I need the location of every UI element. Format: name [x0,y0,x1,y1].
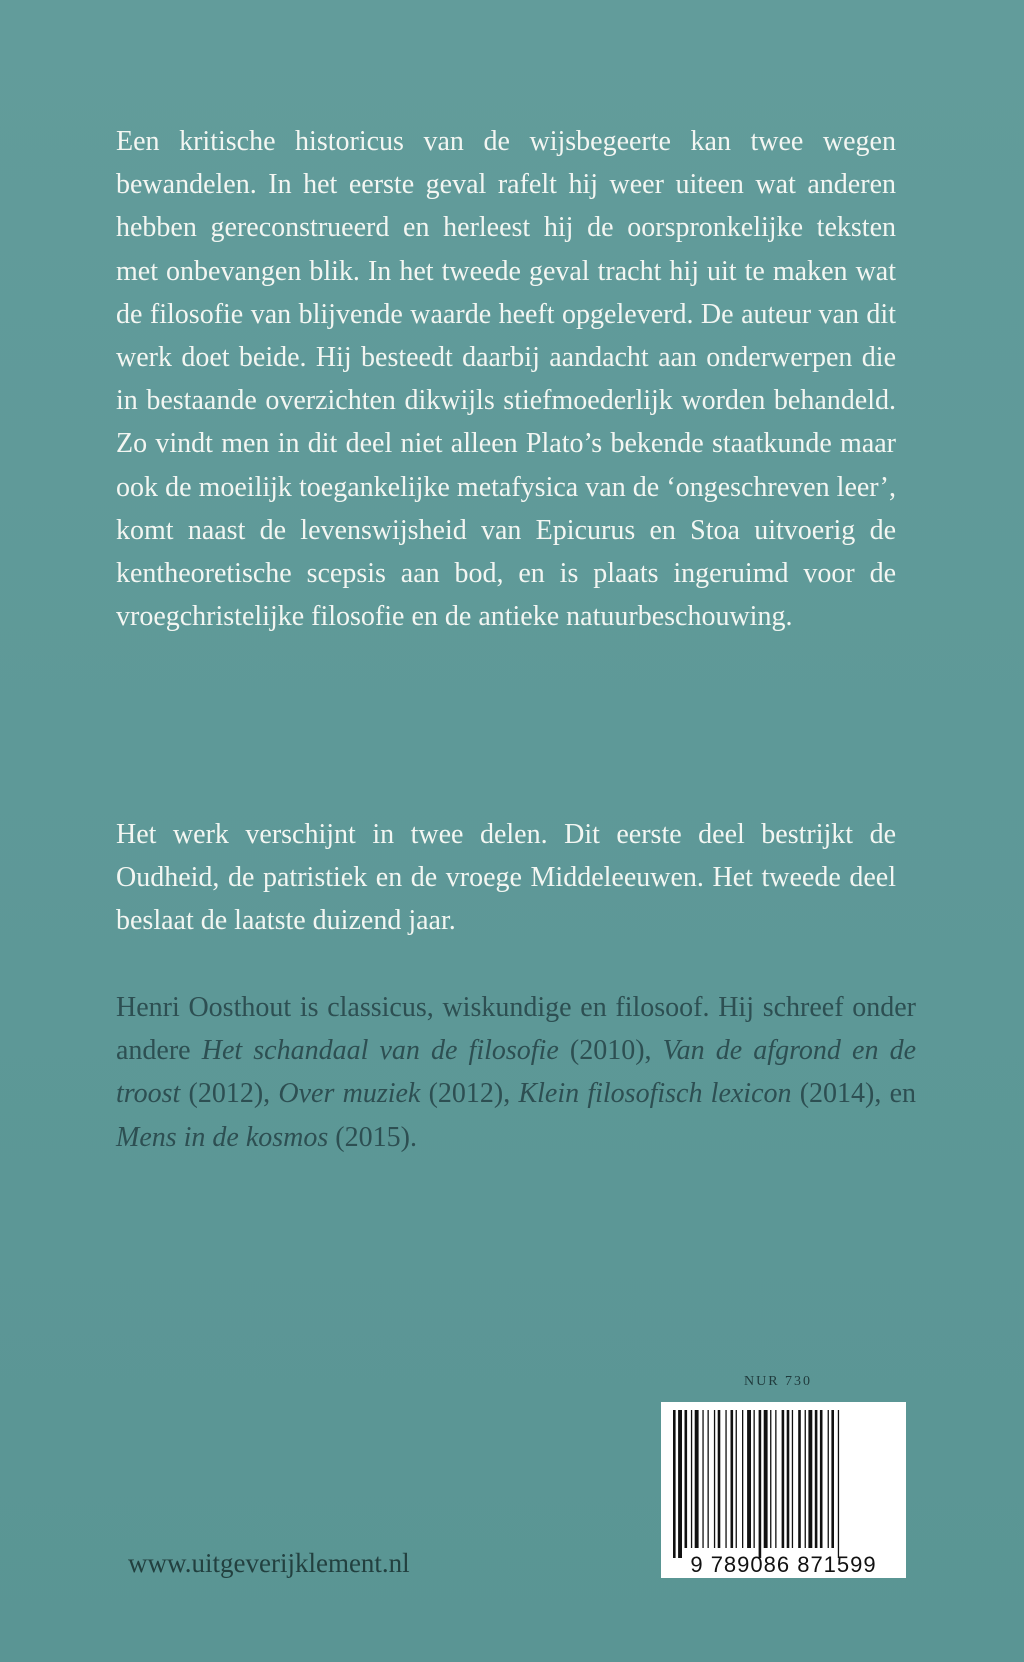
barcode-bar [695,1410,699,1548]
barcode-bar [792,1410,793,1548]
barcode-bar [838,1410,839,1558]
book-title-5: Mens in de kosmos [116,1121,329,1153]
barcode-bar [805,1410,806,1548]
publisher-website: www.uitgeverijklement.nl [128,1548,410,1578]
barcode-bar [691,1410,692,1548]
author-bio [116,986,916,1159]
barcode-bar [782,1410,785,1548]
bio-year-5: (2015). [328,1121,417,1153]
barcode-bar [759,1410,762,1558]
barcode-bar [714,1410,715,1548]
barcode-bar [685,1410,688,1548]
barcode-bar [702,1410,703,1548]
barcode-bar [708,1410,709,1548]
nur-code: NUR 730 [744,1374,813,1389]
barcode-bar [798,1410,801,1548]
bio-year-3: (2012), [420,1078,519,1110]
barcode-bar [764,1410,768,1548]
book-title-3: Over muziek [278,1078,421,1110]
barcode-bar [820,1410,823,1548]
bio-year-4: (2014), en [791,1078,917,1110]
description-paragraph-1: Een kritische historicus van de wijsbegeerte kan twee wegen bewandelen. In het eerste geval rafelt hij weer uiteen wat anderen hebben gereconstrueerd en herleest hij de oorspronkelijke teksten met onbevangen blik. In het tweede geval tracht hij uit te maken wat de filosofie van blijvende waarde heeft opgeleverd. De auteur van dit werk doet beide. Hij besteedt daarbij aandacht aan onderwerpen die in bestaande overzichten dikwijls stiefmoederlijk worden behandeld. Zo vindt men in dit deel niet alleen Plato’s bekende staatkunde maar ook de moeilijk toegankelijke metafysica van de ‘ongeschreven leer’, komt naast de levenswijsheid van Epicurus en Stoa uitvoerig de kentheoretische scepsis aan bod, en is plaats ingeruimd voor de vroegchristelijke filosofie en de antieke natuurbeschouwing. [116,126,896,633]
description-paragraph-2: Het werk verschijnt in twee delen. Dit eerste deel bestrijkt de Oudheid, de patristiek en de vroege Middeleeuwen. Het tweede deel beslaat de laatste duizend jaar. [116,819,896,937]
book-title-2: Van de afgrond en de troost [116,1035,916,1110]
barcode-bar [787,1410,790,1548]
barcode-bar [831,1410,834,1548]
bio-year-1: (2010), [558,1035,663,1067]
isbn-number: 9 789086 871599 [690,1552,877,1577]
barcode-bar [731,1410,734,1548]
barcode-bar [742,1410,743,1548]
book-title-1: Het schandaal van de filosofie [201,1035,559,1067]
barcode-bar [736,1410,737,1548]
barcode-bar [828,1410,829,1548]
barcode-bar [815,1410,818,1548]
barcode-bar [678,1410,682,1558]
barcode-bar [673,1410,676,1558]
barcode-bar [754,1410,755,1548]
book-title-4: Klein filosofisch lexicon [518,1078,792,1110]
bio-intro: Henri Oosthout is classicus, wiskundige en filosoof. Hij schreef onder andere [116,992,916,1067]
barcode-bar [808,1410,812,1548]
barcode-bar [770,1410,771,1548]
bio-year-2: (2012), [180,1078,279,1110]
barcode-bar [775,1410,776,1548]
barcode-bar [718,1410,721,1548]
barcode-bar [725,1410,726,1548]
barcode-bar [747,1410,751,1548]
barcode [661,1402,906,1578]
